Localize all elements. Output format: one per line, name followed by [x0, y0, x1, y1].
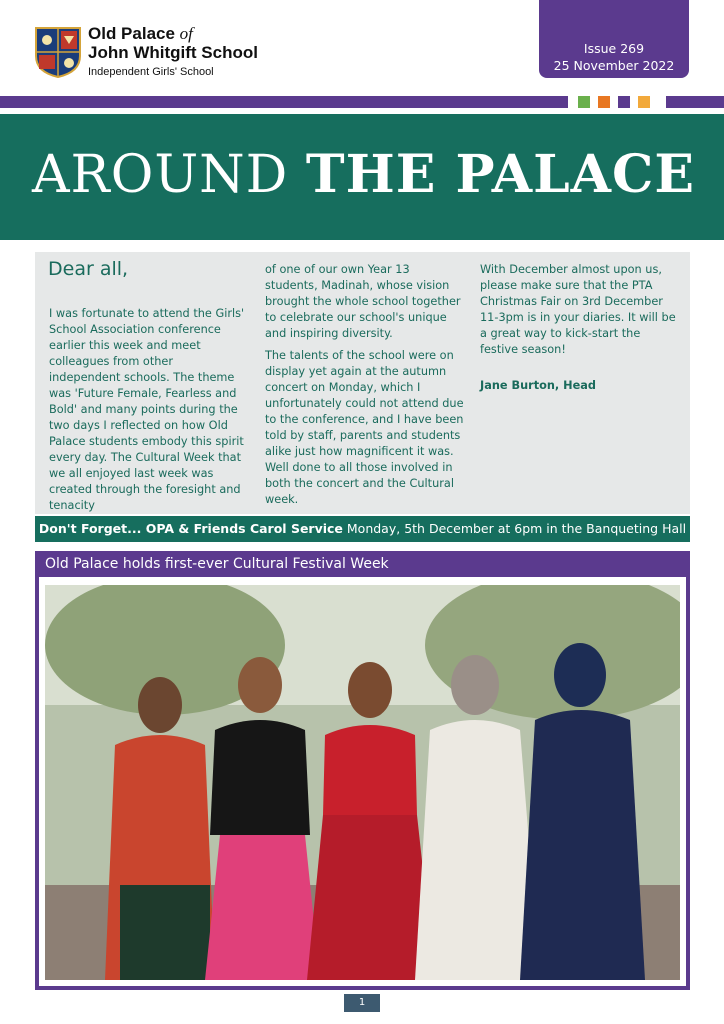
students-photo-illustration: [45, 585, 680, 980]
reminder-details: Monday, 5th December at 6pm in the Banqueting Hall: [342, 521, 687, 536]
school-tagline: Independent Girls' School: [88, 66, 214, 78]
issue-number: Issue 269: [583, 41, 645, 56]
school-name: Old Palace of John Whitgift School: [88, 24, 258, 62]
letter-column-1: [49, 306, 247, 520]
group-photo: [45, 585, 680, 980]
article-heading: Old Palace holds first-ever Cultural Festival Week: [35, 551, 690, 577]
page-number: 1: [344, 994, 380, 1012]
letter-paragraph: The talents of the school were on display yet again at the autumn concert on Monday, which I unfortunately could not attend due to the conference, and I have been told by staff, parents and students alike just how magnificent it was. Well done to all those involved in both the concert and the Cultural week.: [265, 349, 464, 506]
letter-paragraph: With December almost upon us, please make sure that the PTA Christmas Fair on 3rd December 11-3pm is in your diaries. It will be a great way to kick-start the festive season!: [480, 263, 676, 356]
green-square: [578, 96, 590, 108]
carol-service-reminder: [35, 516, 690, 542]
reminder-bold: Don't Forget... OPA & Friends Carol Service: [38, 521, 343, 536]
letter-column-2: [265, 262, 465, 514]
letter-signoff: Jane Burton, Head: [480, 379, 596, 392]
yellow-square: [638, 96, 650, 108]
article-photo-frame: [35, 577, 690, 990]
letter-paragraph: of one of our own Year 13 students, Madinah, whose vision brought the whole school together to celebrate our school's unique and inspiring diversity.: [265, 263, 461, 340]
letter-column-3: [480, 262, 680, 400]
letter-greeting: Dear all,: [48, 258, 129, 280]
purple-square: [618, 96, 630, 108]
issue-badge: [539, 0, 689, 78]
letter-paragraph: I was fortunate to attend the Girls' School Association conference earlier this week and meet colleagues from other independent schools. The theme was 'Future Female, Fearless and Bold' and many points during the two days I reflected on how Old Palace students embody this spirit every day. The Cultural Week that we all enjoyed last week was created through the foresight and tenacity: [49, 307, 245, 512]
school-crest-icon: [34, 26, 82, 78]
issue-date: 25 November 2022: [553, 58, 675, 73]
orange-square: [598, 96, 610, 108]
newsletter-title: AROUND THE PALACE: [32, 144, 696, 205]
